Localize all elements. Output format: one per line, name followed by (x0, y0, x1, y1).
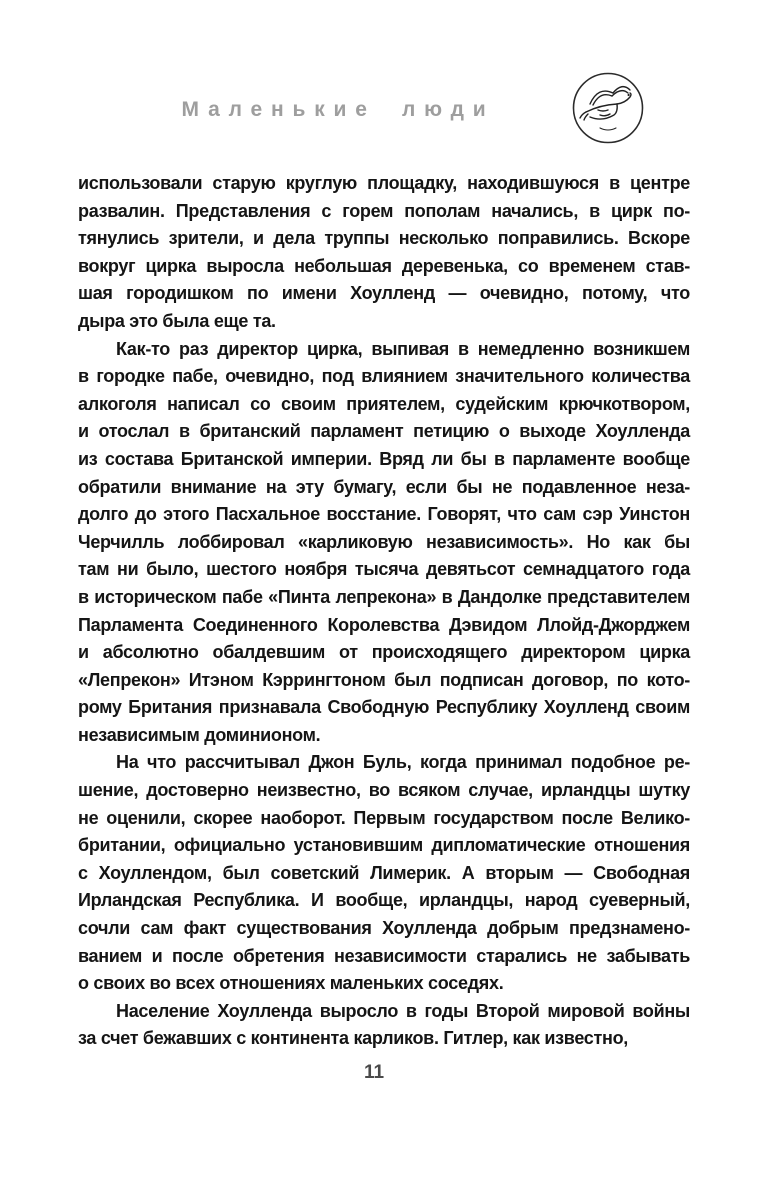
text-line: в городке пабе, очевидно, под влиянием значительного количества (78, 366, 690, 387)
text-line: Парламента Соединенного Королевства Дэвидом Ллойд-Джорджем (78, 614, 690, 635)
text-line: и абсолютно обалдевшим от происходящего директором цирка (78, 642, 690, 663)
text-line: развалин. Представления с горем пополам начались, в цирк по- (78, 200, 690, 221)
text-line: независимым доминионом. (78, 724, 321, 745)
text-line: шение, достоверно неизвестно, во всяком случае, ирландцы шутку (78, 780, 690, 801)
text-line: в историческом пабе «Пинта лепрекона» в Дандолке представителем (78, 586, 690, 607)
text-line: там ни было, шестого ноября тысяча девятьсот семнадцатого года (78, 559, 690, 580)
text-line: Черчилль лоббировал «карликовую независимость». Но как бы (78, 531, 690, 552)
page-header (0, 0, 768, 170)
text-line: тянулись зрители, и дела труппы несколько поправились. Вскоре (78, 228, 690, 249)
text-line: и отослал в британский парламент петицию о выходе Хоулленда (78, 421, 690, 442)
text-line: вокруг цирка выросла небольшая деревенька, со временем став- (78, 255, 690, 276)
text-line: Население Хоулленда выросло в годы Второй мировой войны (116, 1000, 690, 1021)
text-line: с Хоуллендом, был советский Лимерик. А вторым — Свободная (78, 862, 690, 883)
text-line: алкоголя написал со своим приятелем, судейским крючкотвором, (78, 393, 690, 414)
text-line: долго до этого Пасхальное восстание. Говорят, что сам сэр Уинстон (78, 504, 690, 525)
text-line: сочли сам факт существования Хоулленда добрым предзнамено- (78, 918, 690, 939)
text-line: дыра это была еще та. (78, 310, 276, 331)
text-line: о своих во всех отношениях маленьких соседях. (78, 973, 504, 994)
text-line: шая городишком по имени Хоулленд — очевидно, потому, что (78, 283, 690, 304)
text-line: обратили внимание на эту бумагу, если бы не подавленное неза- (78, 476, 690, 497)
text-line: Ирландская Республика. И вообще, ирландцы, народ суеверный, (78, 890, 690, 911)
flying-goose-emblem-icon (570, 70, 646, 146)
text-line: не оценили, скорее наоборот. Первым государством после Велико- (78, 807, 690, 828)
text-line: На что рассчитывал Джон Буль, когда принимал подобное ре- (116, 752, 690, 773)
page-number: 11 (363, 1062, 385, 1083)
text-line: британии, официально установившим дипломатические отношения (78, 835, 690, 856)
text-line: «Лепрекон» Итэном Кэррингтоном был подписан договор, по кото- (78, 669, 690, 690)
body-text (0, 170, 768, 1053)
text-line: из состава Британской империи. Вряд ли бы в парламенте вообще (78, 448, 690, 469)
text-line: Как-то раз директор цирка, выпивая в немедленно возникшем (116, 338, 690, 359)
text-line: ванием и после обретения независимости старались не забывать (78, 945, 690, 966)
text-line: рому Британия признавала Свободную Республику Хоулленд своим (78, 697, 690, 718)
text-line: за счет бежавших с континента карликов. Гитлер, как известно, (78, 1028, 628, 1049)
text-line: использовали старую круглую площадку, находившуюся в центре (78, 173, 690, 193)
chapter-header: Маленькие люди (181, 98, 495, 121)
